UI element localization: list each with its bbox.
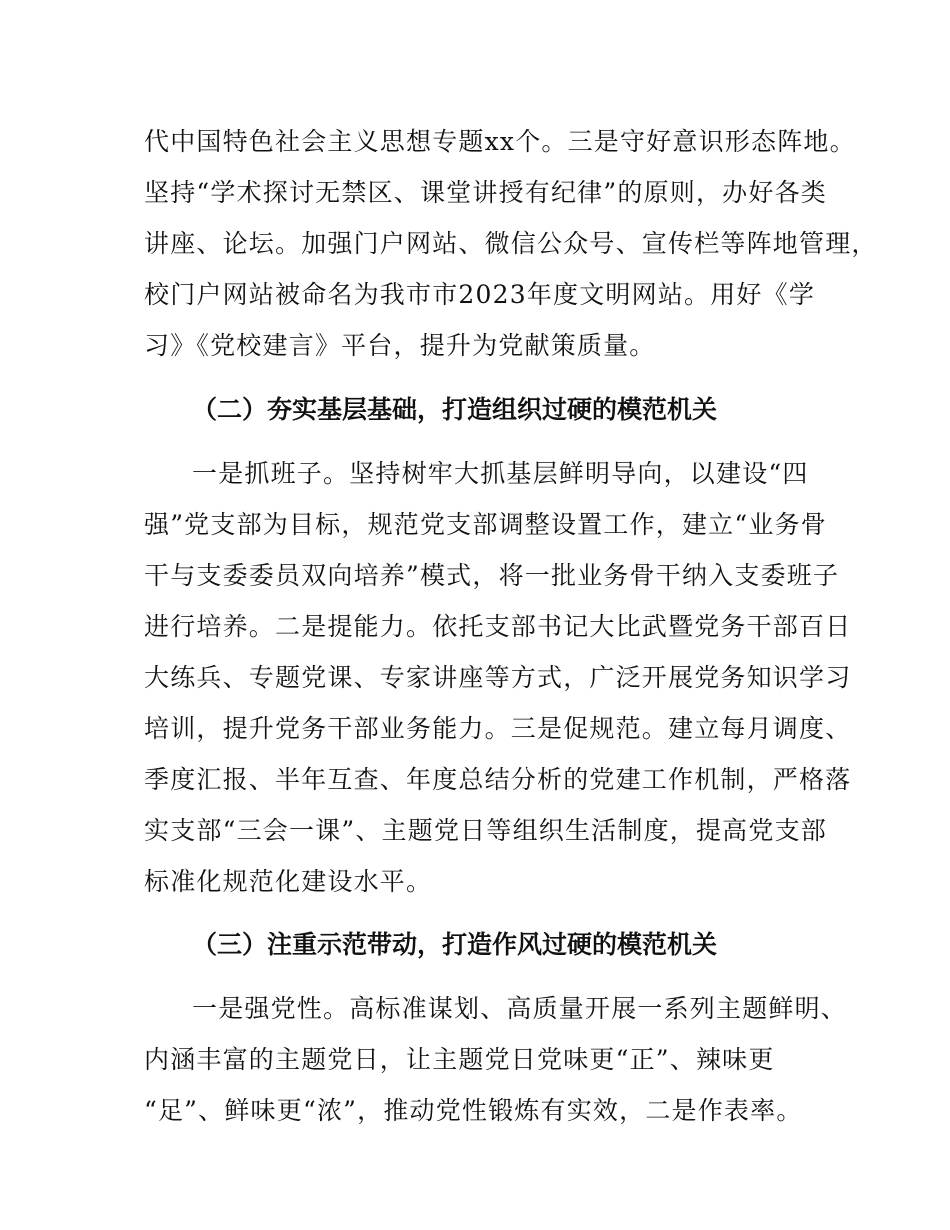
paragraph-line: 内涵丰富的主题党日，让主题党日党味更“正”、辣味更 <box>144 1045 775 1074</box>
paragraph-line: 标准化规范化建设水平。 <box>144 867 433 896</box>
paragraph-line: 代中国特色社会主义思想专题xx个。三是守好意识形态阵地。 <box>144 127 856 156</box>
paragraph-line: 干与支委委员双向培养”模式，将一批业务骨干纳入支委班子 <box>144 561 840 590</box>
paragraph-line: 一是抓班子。坚持树牢大抓基层鲜明导向，以建设“四 <box>192 459 809 488</box>
paragraph-line: 校门户网站被命名为我市市2023年度文明网站。用好《学 <box>144 280 816 309</box>
section-heading: （二）夯实基层基础，打造组织过硬的模范机关 <box>192 395 718 424</box>
paragraph-line: “足”、鲜味更“浓”，推动党性锻炼有实效，二是作表率。 <box>144 1096 803 1125</box>
paragraph-line: 季度汇报、半年互查、年度总结分析的党建工作机制，严格落 <box>144 765 852 794</box>
paragraph-line: 习》《党校建言》平台，提升为党献策质量。 <box>144 331 656 360</box>
section-heading: （三）注重示范带动，打造作风过硬的模范机关 <box>192 930 718 959</box>
paragraph-line: 大练兵、专题党课、专家讲座等方式，广泛开展党务知识学习 <box>144 663 852 692</box>
paragraph-line: 坚持“学术探讨无禁区、课堂讲授有纪律”的原则，办好各类 <box>144 178 827 207</box>
paragraph-line: 一是强党性。高标准谋划、高质量开展一系列主题鲜明、 <box>192 994 848 1023</box>
paragraph-line: 讲座、论坛。加强门户网站、微信公众号、宣传栏等阵地管理， <box>144 229 878 258</box>
paragraph-line: 进行培养。二是提能力。依托支部书记大比武暨党务干部百日 <box>144 612 852 641</box>
paragraph-line: 培训，提升党务干部业务能力。三是促规范。建立每月调度、 <box>144 714 852 743</box>
paragraph-line: 强”党支部为目标，规范党支部调整设置工作，建立“业务骨 <box>144 510 827 539</box>
paragraph-line: 实支部“三会一课”、主题党日等组织生活制度，提高党支部 <box>144 816 827 845</box>
